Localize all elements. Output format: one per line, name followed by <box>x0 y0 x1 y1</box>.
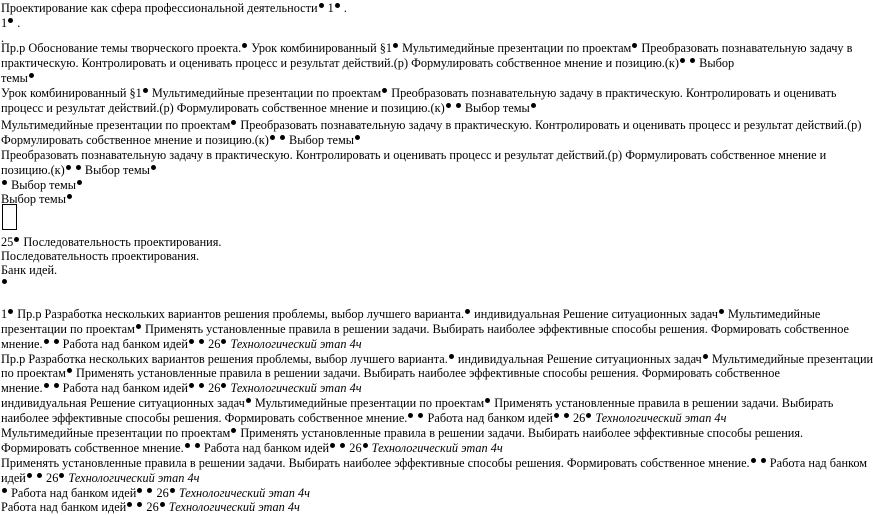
bullet-dot-icon <box>44 383 49 388</box>
text-line: Мультимедийные презентации по проектам Применять установленные правила в решении задачи. Выбирать наиболее эффективные способы решения. <box>1 426 804 440</box>
bullet-dot-icon <box>170 488 175 493</box>
bullet-dot-icon <box>242 43 247 48</box>
text-line: 1 . <box>1 16 21 30</box>
text-line: Выбор темы <box>1 192 73 207</box>
bullet-dot-icon <box>340 443 345 448</box>
bullet-dot-icon <box>27 473 32 478</box>
bullet-dot-icon <box>199 339 204 344</box>
bullet-dot-icon <box>29 73 34 78</box>
bullet-dot-icon <box>2 180 7 185</box>
bullet-dot-icon <box>280 135 285 140</box>
bullet-dot-icon <box>319 3 324 8</box>
text-line: практическую. Контролировать и оценивать процесс и результат действий.(р) Формулировать собственное мнение и позицию.(к) Выбор <box>1 56 735 70</box>
bullet-dot-icon <box>127 502 132 507</box>
bullet-dot-icon <box>151 165 156 170</box>
bullet-dot-icon <box>199 383 204 388</box>
bullet-dot-icon <box>143 88 148 93</box>
text-line: Преобразовать познавательную задачу в практическую. Контролировать и оценивать процесс и результат действий.(р) Формулировать собственное мнение и <box>1 148 827 162</box>
text-line: Пр.р Разработка нескольких вариантов решения проблемы, выбор лучшего варианта. индивидуальная Решение ситуационных задач Мультимедийные презентации <box>1 352 873 366</box>
bullet-dot-icon <box>408 413 413 418</box>
text-line: позицию.(к) Выбор темы <box>1 163 157 178</box>
bullet-dot-icon <box>67 194 72 199</box>
bullet-dot-icon <box>221 383 226 388</box>
bullet-dot-icon <box>485 398 490 403</box>
bullet-dot-icon <box>185 443 190 448</box>
bullet-dot-icon <box>37 473 42 478</box>
text-line: Последовательность проектирования. <box>1 249 200 263</box>
text-line: Урок комбинированный §1 Мультимедийные презентации по проектам Преобразовать познавательную задачу в практическую. Контролировать и оценивать <box>1 86 837 100</box>
bullet-dot-icon <box>761 458 766 463</box>
bullet-dot-icon <box>67 368 72 373</box>
bullet-dot-icon <box>8 309 13 314</box>
bullet-dot-icon <box>632 43 637 48</box>
bullet-dot-icon <box>189 383 194 388</box>
bullet-dot-icon <box>335 3 340 8</box>
bullet-dot-icon <box>231 120 236 125</box>
bullet-dot-icon <box>564 413 569 418</box>
text-line <box>1 277 8 292</box>
bullet-dot-icon <box>703 354 708 359</box>
text-line: Формировать собственное мнение. Работа над банком идей 26 Технологический этап 4ч <box>1 441 503 455</box>
bullet-dot-icon <box>59 473 64 478</box>
text-line: идей 26 Технологический этап 4ч <box>1 471 200 485</box>
bullet-dot-icon <box>554 413 559 418</box>
bullet-dot-icon <box>195 443 200 448</box>
bullet-dot-icon <box>330 443 335 448</box>
bullet-dot-icon <box>355 135 360 140</box>
text-line: Проектирование как сфера профессиональной деятельности 1 . <box>1 1 347 15</box>
bullet-dot-icon <box>418 413 423 418</box>
bullet-dot-icon <box>221 339 226 344</box>
text-line: 1 Пр.р Разработка нескольких вариантов решения проблемы, выбор лучшего варианта. индивидуальная Решение ситуационных задач Мультимедийные <box>1 307 821 321</box>
bullet-dot-icon <box>449 354 454 359</box>
bullet-dot-icon <box>531 103 536 108</box>
text-line: мнение. Работа над банком идей 26 Технологический этап 4ч <box>1 337 362 351</box>
bullet-dot-icon <box>270 135 275 140</box>
bullet-dot-icon <box>160 502 165 507</box>
bullet-dot-icon <box>456 103 461 108</box>
bullet-dot-icon <box>137 502 142 507</box>
text-line: Пр.р Обоснование темы творческого проекта. Урок комбинированный §1 Мультимедийные презентации по проектам Преобразовать познавательную задачу в <box>1 41 853 55</box>
bullet-dot-icon <box>66 165 71 170</box>
bullet-dot-icon <box>465 309 470 314</box>
bullet-dot-icon <box>690 58 695 63</box>
text-line: мнение. Работа над банком идей 26 Технологический этап 4ч <box>1 381 362 395</box>
bullet-dot-icon <box>363 443 368 448</box>
text-line: Работа над банком идей 26 Технологический этап 4ч <box>1 486 310 501</box>
bullet-dot-icon <box>147 488 152 493</box>
bullet-dot-icon <box>54 339 59 344</box>
text-line: Банк идей. <box>1 263 58 277</box>
text-line: Работа над банком идей 26 Технологический этап 4ч <box>1 500 300 514</box>
bullet-dot-icon <box>8 18 13 23</box>
bullet-dot-icon <box>14 237 19 242</box>
text-line: по проектам Применять установленные правила в решении задачи. Выбирать наиболее эффективные способы решения. Формировать собственное <box>1 366 780 380</box>
bullet-dot-icon <box>189 339 194 344</box>
text-line: Выбор темы <box>1 178 83 193</box>
text-line: презентации по проектам Применять установленные правила в решении задачи. Выбирать наиболее эффективные способы решения. Формировать собственное <box>1 322 849 336</box>
text-line: Применять установленные правила в решении задачи. Выбирать наиболее эффективные способы решения. Формировать собственное мнение. Работа над банком <box>1 456 868 470</box>
text-line: . <box>1 31 5 45</box>
bullet-dot-icon <box>586 413 591 418</box>
bullet-dot-icon <box>54 383 59 388</box>
bullet-dot-icon <box>136 324 141 329</box>
bullet-dot-icon <box>137 488 142 493</box>
text-line: наиболее эффективные способы решения. Формировать собственное мнение. Работа над банком идей 26 Технологический этап 4ч <box>1 411 727 425</box>
bullet-dot-icon <box>680 58 685 63</box>
bullet-dot-icon <box>393 43 398 48</box>
bullet-dot-icon <box>76 165 81 170</box>
bullet-dot-icon <box>44 339 49 344</box>
bullet-dot-icon <box>231 428 236 433</box>
text-line: 25 Последовательность проектирования. <box>1 235 222 249</box>
text-line: индивидуальная Решение ситуационных задач Мультимедийные презентации по проектам Применять установленные правила в решении задачи. Выбирать <box>1 396 834 410</box>
bullet-dot-icon <box>382 88 387 93</box>
text-line: процесс и результат действий.(р) Формулировать собственное мнение и позицию.(к) Выбор темы <box>1 101 537 116</box>
bullet-dot-icon <box>77 180 82 185</box>
bullet-dot-icon <box>719 309 724 314</box>
text-line: Формулировать собственное мнение и позицию.(к) Выбор темы <box>1 133 361 148</box>
bullet-dot-icon <box>446 103 451 108</box>
bullet-dot-icon <box>2 279 7 284</box>
bullet-dot-icon <box>246 398 251 403</box>
bullet-dot-icon <box>2 488 7 493</box>
bullet-dot-icon <box>751 458 756 463</box>
text-line: Мультимедийные презентации по проектам Преобразовать познавательную задачу в практическую. Контролировать и оценивать процесс и результат действий.(р) <box>1 118 862 132</box>
text-line: темы <box>1 71 35 86</box>
empty-image-frame <box>2 204 17 230</box>
